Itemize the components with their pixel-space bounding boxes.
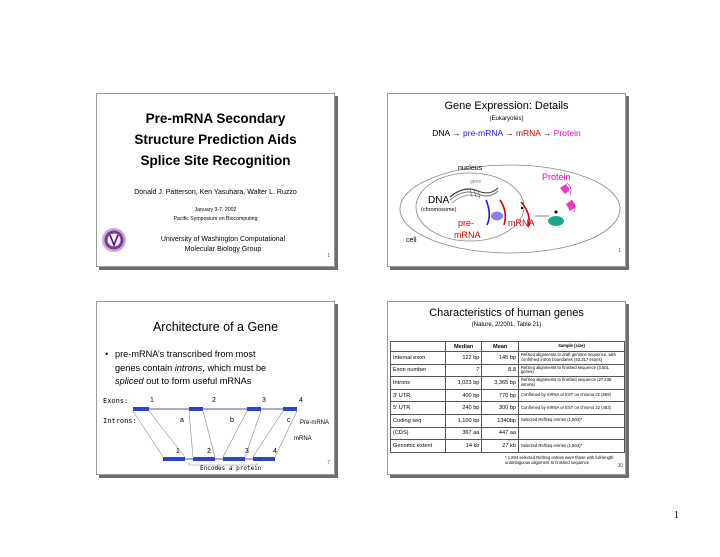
mean-cell: 27 kb [482, 440, 519, 453]
sample-cell: Confirmed by mRNA or EST on chromo 22 (463) [518, 402, 624, 415]
median-cell: 400 bp [445, 389, 482, 402]
row-label: Introns [391, 377, 446, 390]
mrna-number-4: 4 [273, 448, 277, 455]
slide-gene-expression[interactable] [387, 93, 626, 267]
gene-expression-title: Gene Expression: Details [444, 100, 569, 112]
slide-number: 1 [618, 248, 621, 254]
exon-2-block [189, 407, 203, 411]
sample-cell: Selected RefSeq entries (1,804)* [518, 414, 624, 427]
affiliation [127, 235, 319, 255]
mean-cell: 300 bp [482, 402, 519, 415]
cell-diagram [388, 94, 625, 266]
eukaryotes-subtitle: (Eukaryotes) [489, 116, 524, 122]
dna-label: DNA [428, 195, 450, 206]
table-row [391, 414, 625, 427]
sample-cell: RefSeq alignments to finished sequence (27,238 introns) [518, 377, 624, 390]
mean-cell: 1340bp [482, 414, 519, 427]
exon-number-1: 1 [150, 397, 154, 404]
gene-architecture-diagram [97, 302, 334, 474]
row-label: 5' UTR [391, 402, 446, 415]
protein-icon [560, 183, 576, 212]
pre-mrna-label-top: pre- [458, 218, 475, 228]
row-label: (CDS) [391, 427, 446, 440]
exon-3-block [247, 407, 261, 411]
exons-label: Exons: [103, 397, 129, 405]
transport-dot [521, 207, 523, 209]
arrow-icon: → [452, 128, 461, 138]
mrna-strand-nuclear [500, 200, 505, 225]
mrna-exon-1-block [163, 457, 185, 461]
table-header-cell: Sample (size) [518, 342, 624, 352]
pre-mrna-label-bottom: mRNA [454, 230, 481, 240]
arrow-icon: → [505, 128, 514, 138]
characteristics-title: Characteristics of human genes [429, 307, 584, 319]
row-label: Genomic extent [391, 440, 446, 453]
table-row [391, 364, 625, 377]
sample-cell: Selected RefSeq entries (1,804)* [518, 440, 624, 453]
encodes-protein-label: Encodes a protein [200, 465, 262, 472]
row-label: Internal exon [391, 352, 446, 365]
mean-cell: 3,365 bp [482, 377, 519, 390]
mrna-label: mRNA [508, 218, 535, 228]
mrna-number-3: 3 [245, 448, 249, 455]
venue: Pacific Symposium on Biocomputing [173, 216, 258, 222]
mrna-number-1: 1 [176, 448, 180, 455]
slide-number: 30 [617, 463, 623, 469]
arrow-icon: → [542, 128, 552, 138]
affiliation-line-1: University of Washington Computational [160, 236, 286, 243]
slide-gene-architecture[interactable] [96, 301, 335, 475]
table-header-cell: Mean [482, 342, 519, 352]
median-cell: 367 aa [445, 427, 482, 440]
pre-mrna-label: Pre-mRNA [300, 420, 330, 426]
characteristics-subtitle: (Nature, 2/2001, Table 21) [471, 322, 542, 328]
exon-number-4: 4 [299, 397, 303, 404]
flow-pre-mrna: pre-mRNA [463, 128, 503, 138]
table-footnote: * 1,804 selected RefSeq entries were those with full-length unambiguous alignment to finished sequence [505, 455, 614, 465]
title-line-2: Structure Prediction Aids [134, 132, 297, 147]
exon-1-block [133, 407, 149, 411]
row-label: 3' UTR [391, 389, 446, 402]
nucleus-label: nucleus [458, 165, 483, 172]
uw-logo [101, 227, 127, 253]
slide-number: 1 [327, 253, 330, 259]
ribosome-dot [555, 211, 558, 214]
bullet-line-2: genes contain introns, which must be [115, 362, 267, 373]
median-cell: 1,023 bp [445, 377, 482, 390]
title-line-1: Pre-mRNA Secondary [145, 111, 286, 126]
authors: Donald J. Patterson, Ken Yasuhara, Walter L. Ruzzo [134, 189, 297, 196]
row-label: Coding seq [391, 414, 446, 427]
table-header-cell: Median [445, 342, 482, 352]
mean-cell: 447 aa [482, 427, 519, 440]
intron-letter-c: c [287, 417, 291, 424]
median-cell: 1,100 bp [445, 414, 482, 427]
cell-label: cell [406, 237, 417, 244]
slide-human-gene-characteristics[interactable] [387, 301, 626, 475]
slide-title-heading [97, 108, 334, 171]
architecture-title: Architecture of a Gene [152, 320, 279, 334]
mrna-exon-2-block [193, 457, 215, 461]
intron-letter-b: b [230, 417, 234, 424]
title-line-3: Splice Site Recognition [140, 153, 291, 168]
sample-cell: Confirmed by mRNA or EST on chromo 22 (689) [518, 389, 624, 402]
mean-cell: 8.8 [482, 364, 519, 377]
sample-cell: RefSeq alignments to draft genome sequence, with confirmed intron boundaries (43,317 exons) [518, 352, 624, 365]
flow-dna: DNA [432, 128, 450, 138]
table-header-row [391, 342, 625, 352]
table-row [391, 427, 625, 440]
mrna-exon-4-block [253, 457, 275, 461]
affiliation-line-2: Molecular Biology Group [184, 246, 262, 253]
sample-cell [518, 427, 624, 440]
pre-mrna-strand [486, 200, 489, 225]
mrna-label: mRNA [294, 436, 312, 442]
intron-letter-a: a [180, 417, 184, 424]
mrna-exon-3-block [223, 457, 245, 461]
chromosome-icon [450, 188, 498, 203]
sample-cell: RefSeq alignments to finished sequence (3,501 genes) [518, 364, 624, 377]
median-cell: 7 [445, 364, 482, 377]
bullet-line-3: spliced out to form useful mRNAs [115, 376, 252, 386]
mean-cell: 145 bp [482, 352, 519, 365]
flow-mrna: mRNA [515, 128, 541, 138]
table-row [391, 377, 625, 390]
exon-number-3: 3 [262, 397, 266, 404]
ribosome-icon [548, 216, 564, 226]
table-row [391, 440, 625, 453]
gene-label: gene [470, 179, 482, 185]
mean-cell: 770 bp [482, 389, 519, 402]
chromosome-label: (chromosome) [421, 207, 457, 213]
slide-title[interactable] [96, 93, 335, 267]
median-cell: 14 kb [445, 440, 482, 453]
protein-label: Protein [542, 172, 571, 182]
introns-label: Introns: [103, 417, 137, 425]
gene-characteristics-table [390, 341, 625, 453]
spliceosome-icon [491, 212, 503, 221]
table-row [391, 352, 625, 365]
introns-term: introns [174, 362, 203, 373]
slide-number: 7 [327, 460, 330, 466]
mrna-number-2: 2 [207, 448, 211, 455]
date: January 3-7, 2002 [194, 207, 237, 213]
row-label: Exon number [391, 364, 446, 377]
exon-number-2: 2 [212, 397, 216, 404]
page-number: 1 [674, 510, 679, 521]
median-cell: 122 bp [445, 352, 482, 365]
spliced-term: spliced [115, 376, 144, 386]
flow-protein: Protein [553, 128, 581, 138]
exon-4-block [283, 407, 297, 411]
table-header-cell [391, 342, 446, 352]
bullet-line-1: • pre-mRNA’s transcribed from most [115, 348, 330, 362]
table-row [391, 402, 625, 415]
table-row [391, 389, 625, 402]
bullet-icon: • [105, 349, 109, 359]
median-cell: 240 bp [445, 402, 482, 415]
